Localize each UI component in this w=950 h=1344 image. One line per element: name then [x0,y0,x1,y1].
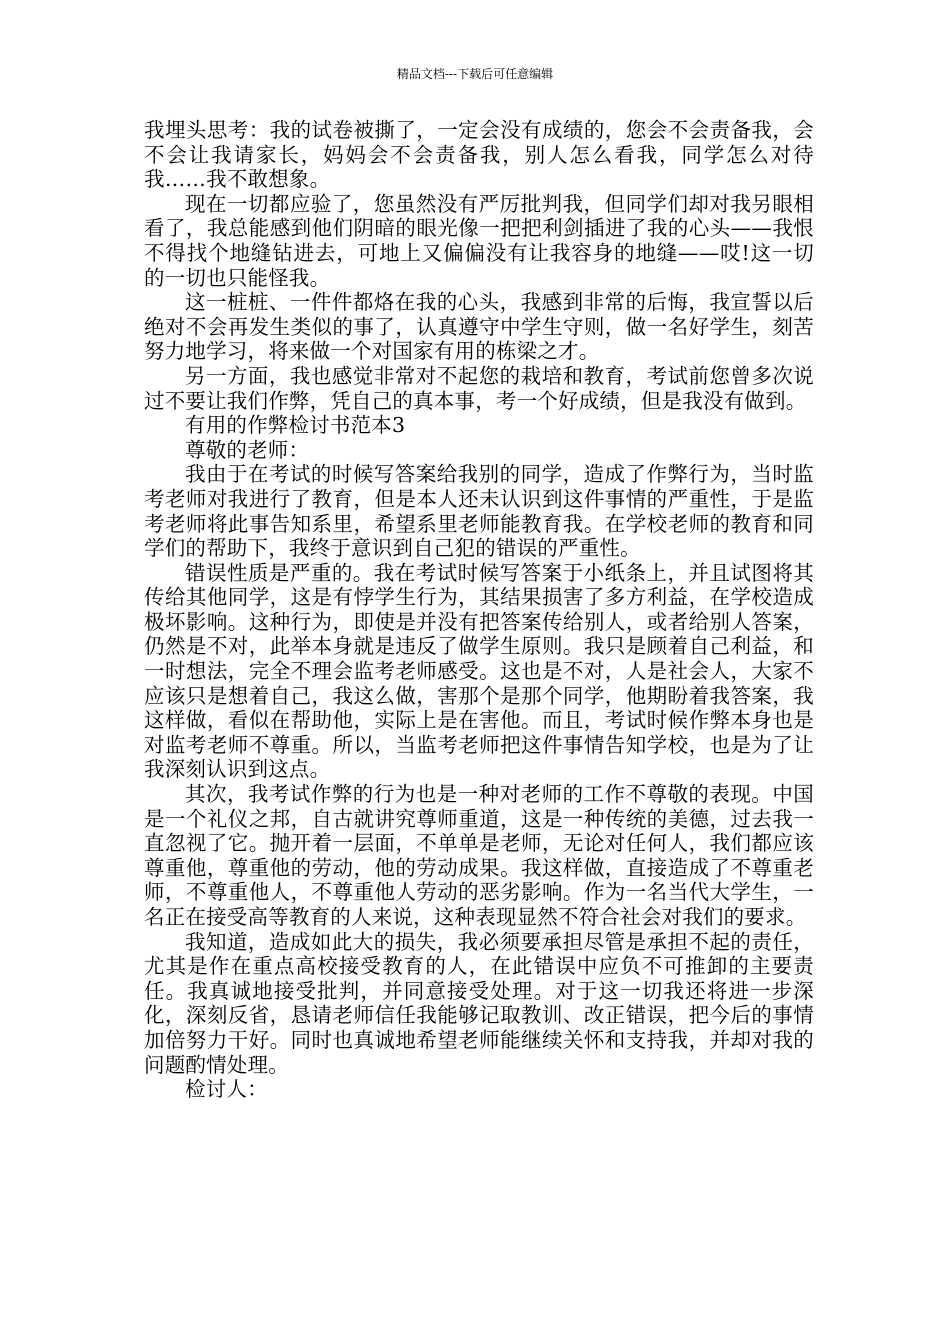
paragraph-6: 错误性质是严重的。我在考试时候写答案于小纸条上，并且试图将其传给其他同学，这是有悖学生行为，其结果损害了多方利益，在学校造成极坏影响。这种行为，即使是并没有把答案传给别人，或者给别人答案，仍然是不对，此举本身就是违反了做学生原则。我只是顾着自己利益，和一时想法，完全不理会监考老师感受。这也是不对，人是社会人，大家不应该只是想着自己，我这么做，害那个是那个同学，他期盼着我答案，我这样做，看似在帮助他，实际上是在害他。而且，考试时候作弊本身也是对监考老师不尊重。所以，当监考老师把这件事情告知学校，也是为了让我深刻认识到这点。 [144,560,814,782]
page-header: 精品文档---下载后可任意编辑 [396,67,554,81]
paragraph-4: 另一方面，我也感觉非常对不起您的栽培和教育，考试前您曾多次说过不要让我们作弊，凭自己的真本事，考一个好成绩，但是我没有做到。 [144,363,814,413]
document-body [144,118,814,1102]
signature-line: 检讨人： [185,1077,268,1102]
paragraph-3: 这一桩桩、一件件都烙在我的心头，我感到非常的后悔，我宣誓以后绝对不会再发生类似的事了，认真遵守中学生守则，做一名好学生，刻苦努力地学习，将来做一个对国家有用的栋梁之才。 [144,290,814,364]
paragraph-2: 现在一切都应验了，您虽然没有严厉批判我，但同学们却对我另眼相看了，我总能感到他们阴暗的眼光像一把把利剑插进了我的心头——我恨不得找个地缝钻进去，可地上又偏偏没有让我容身的地缝——哎!这一切的一切也只能怪我。 [144,191,814,290]
paragraph-8: 我知道，造成如此大的损失，我必须要承担尽管是承担不起的责任，尤其是作在重点高校接受教育的人，在此错误中应负不可推卸的主要责任。我真诚地接受批判，并同意接受处理。对于这一切我还将进一步深化，深刻反省，恳请老师信任我能够记取教训、改正错误，把今后的事情加倍努力干好。同时也真诚地希望老师能继续关怀和支持我，并却对我的问题酌情处理。 [144,929,814,1077]
paragraph-1: 我埋头思考：我的试卷被撕了，一定会没有成绩的，您会不会责备我，会不会让我请家长，妈妈会不会责备我，别人怎么看我，同学怎么对待我……我不敢想象。 [144,118,814,192]
section-title: 有用的作弊检讨书范本3 [185,413,406,438]
paragraph-7: 其次，我考试作弊的行为也是一种对老师的工作不尊敬的表现。中国是一个礼仪之邦，自古就讲究尊师重道，这是一种传统的美德，过去我一直忽视了它。抛开着一层面，不单单是老师，无论对任何人，我们都应该尊重他，尊重他的劳动，他的劳动成果。我这样做，直接造成了不尊重老师，不尊重他人，不尊重他人劳动的恶劣影响。作为一名当代大学生，一名正在接受高等教育的人来说，这种表现显然不符合社会对我们的要求。 [144,782,814,929]
salutation: 尊敬的老师： [185,437,310,462]
paragraph-5: 我由于在考试的时候写答案给我别的同学，造成了作弊行为，当时监考老师对我进行了教育，但是本人还未认识到这件事情的严重性，于是监考老师将此事告知系里，希望系里老师能教育我。在学校老师的教育和同学们的帮助下，我终于意识到自己犯的错误的严重性。 [144,462,814,561]
